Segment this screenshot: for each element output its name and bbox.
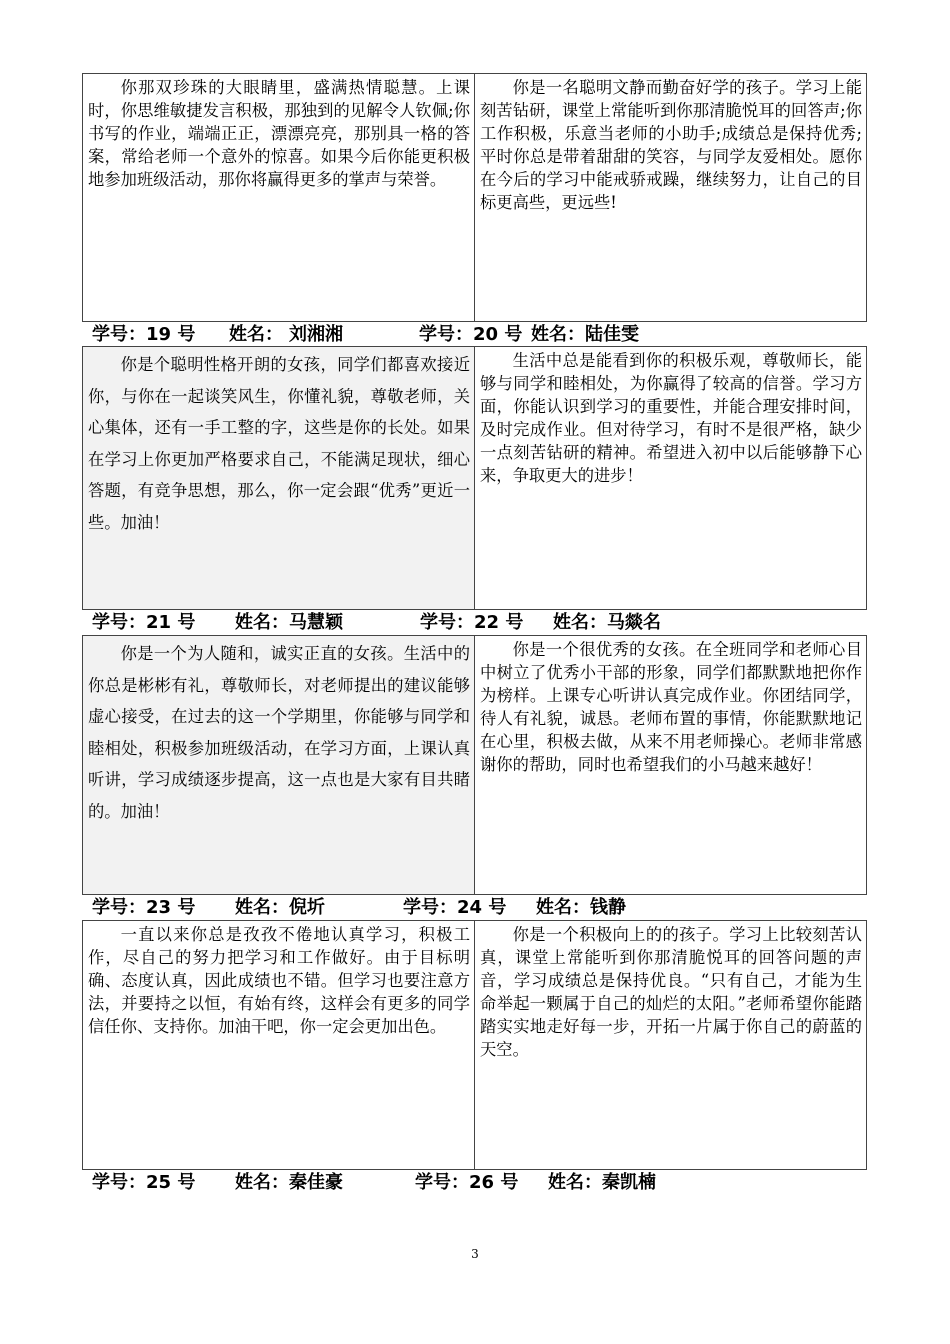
comment-cell-left xyxy=(83,921,475,1170)
comment-table-3 xyxy=(82,635,867,895)
student-name: 姓名：马燚名 xyxy=(553,612,661,633)
comment-cell-left xyxy=(83,347,475,610)
comment-table-1 xyxy=(82,73,867,322)
student-number: 学号：24 号 xyxy=(403,897,507,918)
student-name-label: 姓名： xyxy=(229,324,283,345)
student-number: 学号：20 号 xyxy=(419,324,523,345)
comment-text: 你是一个很优秀的女孩。在全班同学和老师心目中树立了优秀小干部的形象，同学们都默默地把你作为榜样。上课专心听讲认真完成作业。你团结同学，待人有礼貌，诚恳。老师布置的事情，你能默默地记在心里，积极去做，从来不用老师操心。老师非常感谢你的帮助，同时也希望我们的小马越来越好！ xyxy=(480,640,862,774)
comment-text: 一直以来你总是孜孜不倦地认真学习，积极工作，尽自己的努力把学习和工作做好。由于目标明确、态度认真，因此成绩也不错。但学习也要注意方法，并要持之以恒，有始有终，这样会有更多的同学信任你、支持你。加油干吧，你一定会更加出色。 xyxy=(88,925,470,1036)
student-name: 姓名：马慧颖 xyxy=(235,612,343,633)
student-name: 姓名：陆佳雯 xyxy=(531,324,639,345)
student-name: 姓名：倪圻 xyxy=(235,897,325,918)
comment-text: 你是个聪明性格开朗的女孩，同学们都喜欢接近你，与你在一起谈笑风生，你懂礼貌，尊敬老师，关心集体，还有一手工整的字，这些是你的长处。如果在学习上你更加严格要求自己，不能满足现状，细心答题，有竞争思想，那么，你一定会跟“优秀”更近一些。加油！ xyxy=(88,355,470,532)
comment-cell-right xyxy=(475,347,867,610)
student-name: 姓名：秦佳豪 xyxy=(235,1172,343,1193)
comment-text: 你是一个积极向上的的孩子。学习上比较刻苦认真，课堂上常能听到你那清脆悦耳的回答问题的声音，学习成绩总是保持优良。“只有自己，才能为生命举起一颗属于自己的灿烂的太阳。”老师希望你能踏踏实实地走好每一步，开拓一片属于你自己的蔚蓝的天空。 xyxy=(480,925,862,1059)
student-name: 刘湘湘 xyxy=(289,324,343,345)
comment-table-2 xyxy=(82,346,867,610)
comment-text: 你是一个为人随和，诚实正直的女孩。生活中的你总是彬彬有礼，尊敬师长，对老师提出的建议能够虚心接受，在过去的这一个学期里，你能够与同学和睦相处，积极参加班级活动，在学习方面，上课认真听讲，学习成绩逐步提高，这一点也是大家有目共睹的。加油！ xyxy=(88,644,470,821)
comment-cell-left xyxy=(83,74,475,322)
student-label-row xyxy=(92,611,661,635)
student-label-row xyxy=(92,323,639,347)
student-name: 姓名：秦凯楠 xyxy=(548,1172,656,1193)
student-label-row xyxy=(92,1171,656,1195)
student-number: 学号：21 号 xyxy=(92,612,196,633)
student-number: 学号：22 号 xyxy=(420,612,524,633)
student-number: 学号：26 号 xyxy=(415,1172,519,1193)
student-name: 姓名：钱静 xyxy=(536,897,626,918)
comment-table-4 xyxy=(82,920,867,1170)
comment-text: 你那双珍珠的大眼睛里，盛满热情聪慧。上课时，你思维敏捷发言积极，那独到的见解令人钦佩;你书写的作业，端端正正，漂漂亮亮，那别具一格的答案，常给老师一个意外的惊喜。如果今后你能更积极地参加班级活动，那你将赢得更多的掌声与荣誉。 xyxy=(88,78,470,189)
student-number: 学号：25 号 xyxy=(92,1172,196,1193)
comment-cell-left xyxy=(83,636,475,895)
comment-text: 生活中总是能看到你的积极乐观，尊敬师长，能够与同学和睦相处，为你赢得了较高的信誉。学习方面，你能认识到学习的重要性，并能合理安排时间，及时完成作业。但对待学习，有时不是很严格，缺少一点刻苦钻研的精神。希望进入初中以后能够静下心来，争取更大的进步！ xyxy=(480,351,862,485)
student-number: 学号：23 号 xyxy=(92,897,196,918)
page-number: 3 xyxy=(471,1247,479,1261)
comment-text: 你是一名聪明文静而勤奋好学的孩子。学习上能刻苦钻研，课堂上常能听到你那清脆悦耳的回答声;你工作积极，乐意当老师的小助手;成绩总是保持优秀;平时你总是带着甜甜的笑容，与同学友爱相处。愿你在今后的学习中能戒骄戒躁，继续努力，让自己的目标更高些，更远些! xyxy=(480,78,862,212)
comment-cell-right xyxy=(475,636,867,895)
comment-cell-right xyxy=(475,921,867,1170)
comment-cell-right xyxy=(475,74,867,322)
student-label-row xyxy=(92,896,626,920)
student-number: 学号：19 号 xyxy=(92,324,196,345)
